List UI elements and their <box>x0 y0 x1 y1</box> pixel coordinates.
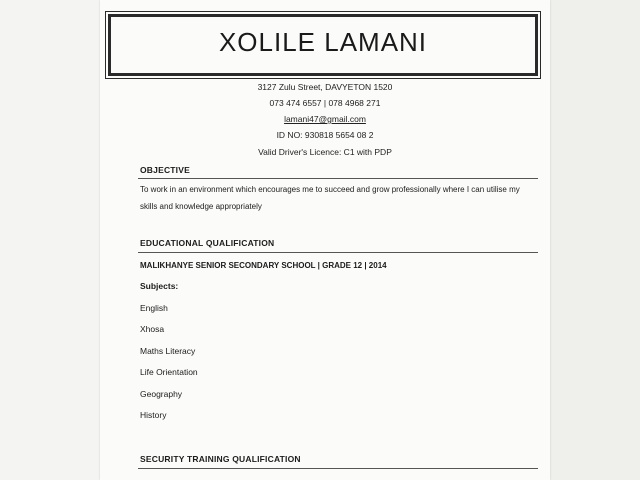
subject-item: Geography <box>140 389 183 399</box>
address-line: 3127 Zulu Street, DAVYETON 1520 <box>257 82 393 92</box>
objective-text: To work in an environment which encourages me to succeed and grow professionally where I can utilise my skills and knowledge appropriately <box>140 185 520 211</box>
subject-item: English <box>140 303 168 313</box>
security-heading: SECURITY TRAINING QUALIFICATION <box>140 454 301 464</box>
objective-heading: OBJECTIVE <box>140 165 190 175</box>
subject-item: Maths Literacy <box>140 346 196 356</box>
subjects-label: Subjects: <box>140 281 179 291</box>
security-divider <box>138 468 538 469</box>
objective-divider <box>138 178 538 179</box>
id-number-line: ID NO: 930818 5654 08 2 <box>276 130 374 140</box>
resume-page <box>100 0 550 480</box>
applicant-name: XOLILE LAMANI <box>218 27 428 57</box>
education-divider <box>138 252 538 253</box>
subject-item: Life Orientation <box>140 367 198 377</box>
subject-item: Xhosa <box>140 324 165 334</box>
school-line: MALIKHANYE SENIOR SECONDARY SCHOOL | GRADE 12 | 2014 <box>140 261 387 270</box>
background-right <box>550 0 640 480</box>
education-heading: EDUCATIONAL QUALIFICATION <box>140 238 275 248</box>
subject-item: History <box>140 410 167 420</box>
background-left <box>0 0 100 480</box>
email-link[interactable]: lamani47@gmail.com <box>284 114 366 124</box>
name-header-box <box>108 14 538 76</box>
licence-line: Valid Driver's Licence: C1 with PDP <box>258 147 392 157</box>
phone-line: 073 474 6557 | 078 4968 271 <box>269 98 381 108</box>
